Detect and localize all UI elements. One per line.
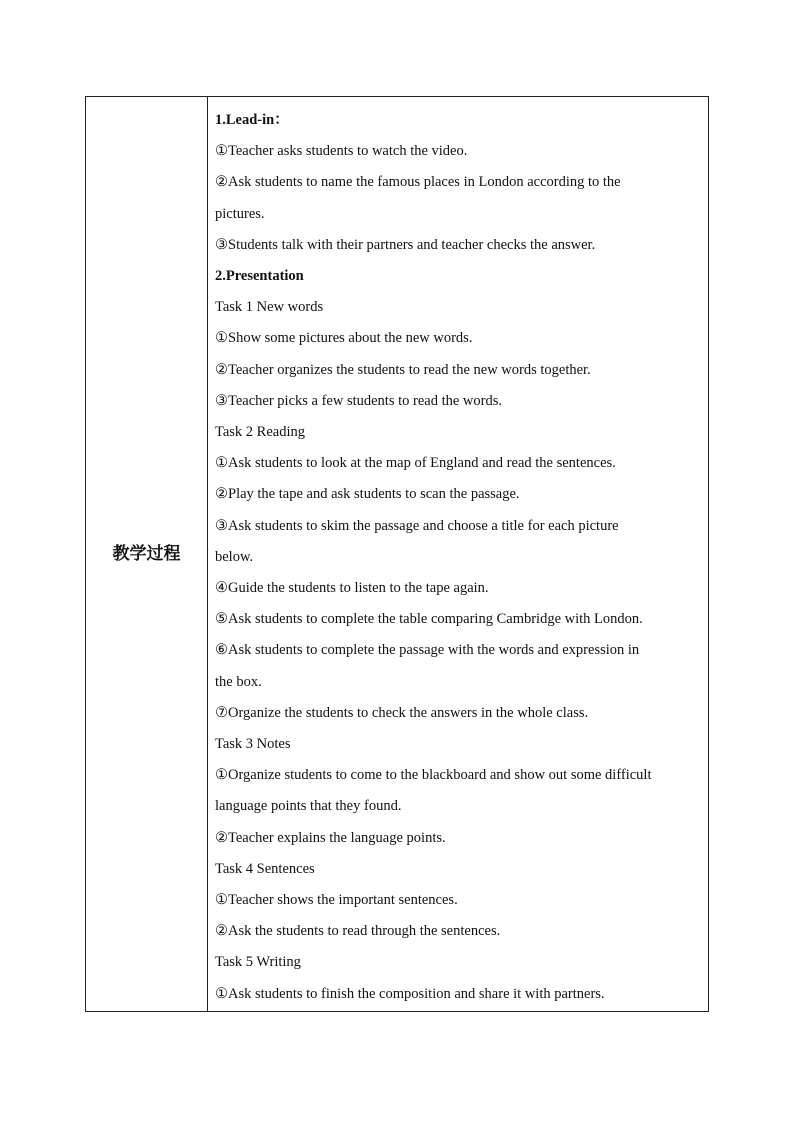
procedure-content-cell xyxy=(208,97,708,1011)
section-heading: 2.Presentation xyxy=(215,268,304,285)
procedure-line: the box. xyxy=(215,673,262,690)
procedure-line: ③Students talk with their partners and teacher checks the answer. xyxy=(215,236,596,253)
procedure-line: Task 4 Sentences xyxy=(215,860,315,877)
procedure-line: ①Teacher asks students to watch the video. xyxy=(215,143,468,160)
lesson-plan-table xyxy=(85,96,709,1012)
procedure-line: ②Ask the students to read through the sentences. xyxy=(215,923,501,940)
procedure-line: ⑤Ask students to complete the table comparing Cambridge with London. xyxy=(215,611,643,628)
procedure-line: ②Ask students to name the famous places in London according to the xyxy=(215,174,621,191)
section-heading: 1.Lead-in： xyxy=(215,112,289,128)
procedure-line: ②Teacher organizes the students to read the new words together. xyxy=(215,361,591,378)
procedure-line: ①Ask students to look at the map of England and read the sentences. xyxy=(215,455,616,472)
section-label: 教学过程 xyxy=(112,544,181,564)
procedure-line: ①Show some pictures about the new words. xyxy=(215,330,473,347)
procedure-line: pictures. xyxy=(215,205,265,222)
procedure-lines xyxy=(215,105,702,1010)
procedure-line: Task 5 Writing xyxy=(215,954,301,971)
procedure-line: ⑦Organize the students to check the answers in the whole class. xyxy=(215,704,589,721)
procedure-line: ②Teacher explains the language points. xyxy=(215,829,446,846)
procedure-line: Task 1 New words xyxy=(215,299,324,316)
procedure-line: Task 3 Notes xyxy=(215,736,291,753)
procedure-line: ⑥Ask students to complete the passage with the words and expression in xyxy=(215,642,640,659)
procedure-line: Task 2 Reading xyxy=(215,424,305,441)
procedure-line: ③Ask students to skim the passage and choose a title for each picture xyxy=(215,517,619,534)
procedure-line: language points that they found. xyxy=(215,798,402,815)
procedure-line: ③Teacher picks a few students to read the words. xyxy=(215,392,502,409)
procedure-line: ②Play the tape and ask students to scan the passage. xyxy=(215,486,520,503)
procedure-line: ④Guide the students to listen to the tape again. xyxy=(215,580,489,597)
procedure-line: ①Organize students to come to the blackboard and show out some difficult xyxy=(215,767,652,784)
procedure-line: ①Teacher shows the important sentences. xyxy=(215,892,458,909)
procedure-line: below. xyxy=(215,548,254,565)
section-label-cell xyxy=(86,97,208,1011)
procedure-line: ①Ask students to finish the composition and share it with partners. xyxy=(215,985,605,1002)
